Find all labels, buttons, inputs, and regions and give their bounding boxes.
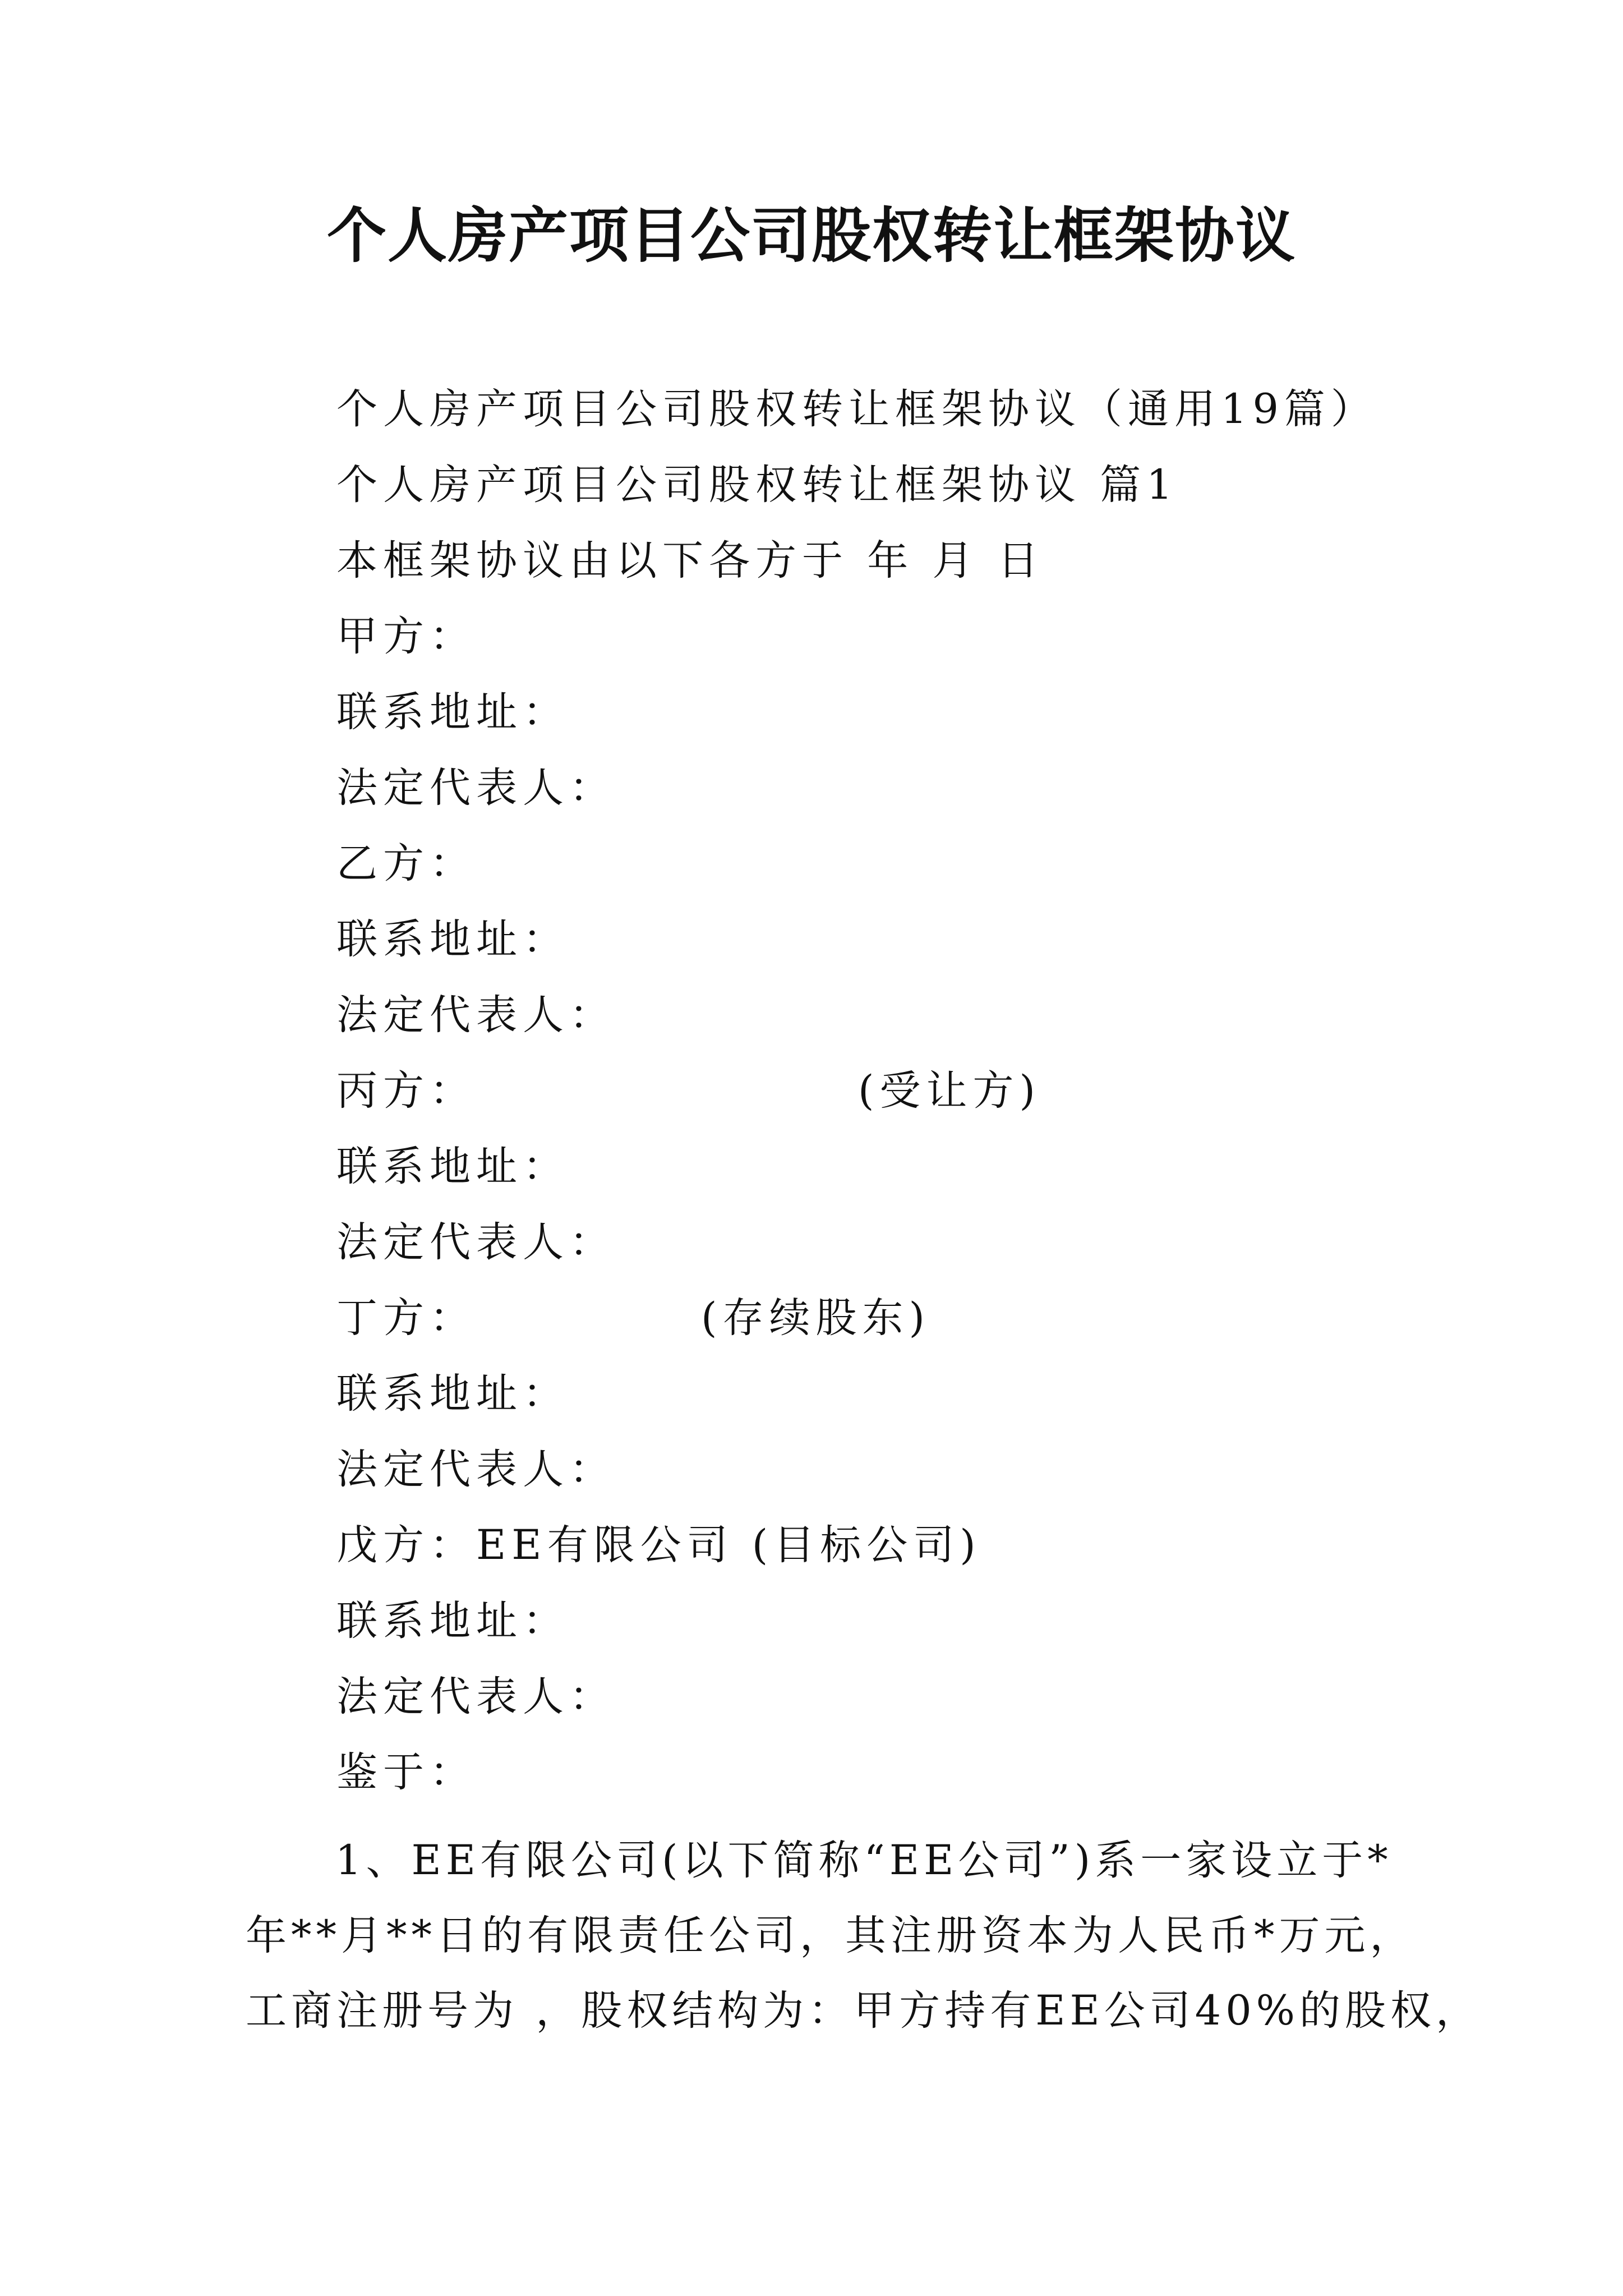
party-d-representative-label: 法定代表人：: [336, 1446, 616, 1493]
party-c-representative-label: 法定代表人：: [336, 1218, 616, 1266]
recital-line-3: 工商注册号为 ，股权结构为：甲方持有EE公司40%的股权，: [246, 1987, 1482, 2035]
party-c-label: 丙方：: [336, 1067, 476, 1115]
recital-line-2: 年**月**日的有限责任公司，其注册资本为人民币*万元，: [246, 1912, 1415, 1959]
document-title: 个人房产项目公司股权转让框架协议: [327, 200, 1296, 270]
subtitle-line: 个人房产项目公司股权转让框架协议（通用19篇）: [336, 385, 1377, 433]
party-a-label: 甲方：: [336, 613, 476, 660]
party-d-address-label: 联系地址：: [336, 1370, 569, 1418]
section-heading: 个人房产项目公司股权转让框架协议 篇1: [336, 461, 1178, 509]
recital-paragraph-1: [246, 1823, 1482, 2049]
party-e-address-label: 联系地址：: [336, 1597, 569, 1645]
party-a-address-label: 联系地址：: [336, 688, 569, 736]
party-a-representative-label: 法定代表人：: [336, 764, 616, 812]
party-d-role: (存续股东): [701, 1294, 930, 1342]
party-b-representative-label: 法定代表人：: [336, 991, 616, 1039]
whereas-label: 鉴于：: [336, 1749, 476, 1796]
party-e-representative-label: 法定代表人：: [336, 1673, 616, 1720]
party-c-role: (受让方): [858, 1067, 1041, 1115]
recital-line-1: 1、EE有限公司(以下简称“EE公司”)系一家设立于*: [335, 1837, 1393, 1884]
party-b-label: 乙方：: [336, 840, 476, 887]
party-b-address-label: 联系地址：: [336, 915, 569, 963]
agreement-date-line: 本框架协议由以下各方于 年 月 日: [336, 537, 1044, 585]
party-c-address-label: 联系地址：: [336, 1143, 569, 1190]
party-e-label: 戊方：EE有限公司 (目标公司): [336, 1521, 981, 1569]
party-d-label: 丁方：: [336, 1294, 476, 1342]
